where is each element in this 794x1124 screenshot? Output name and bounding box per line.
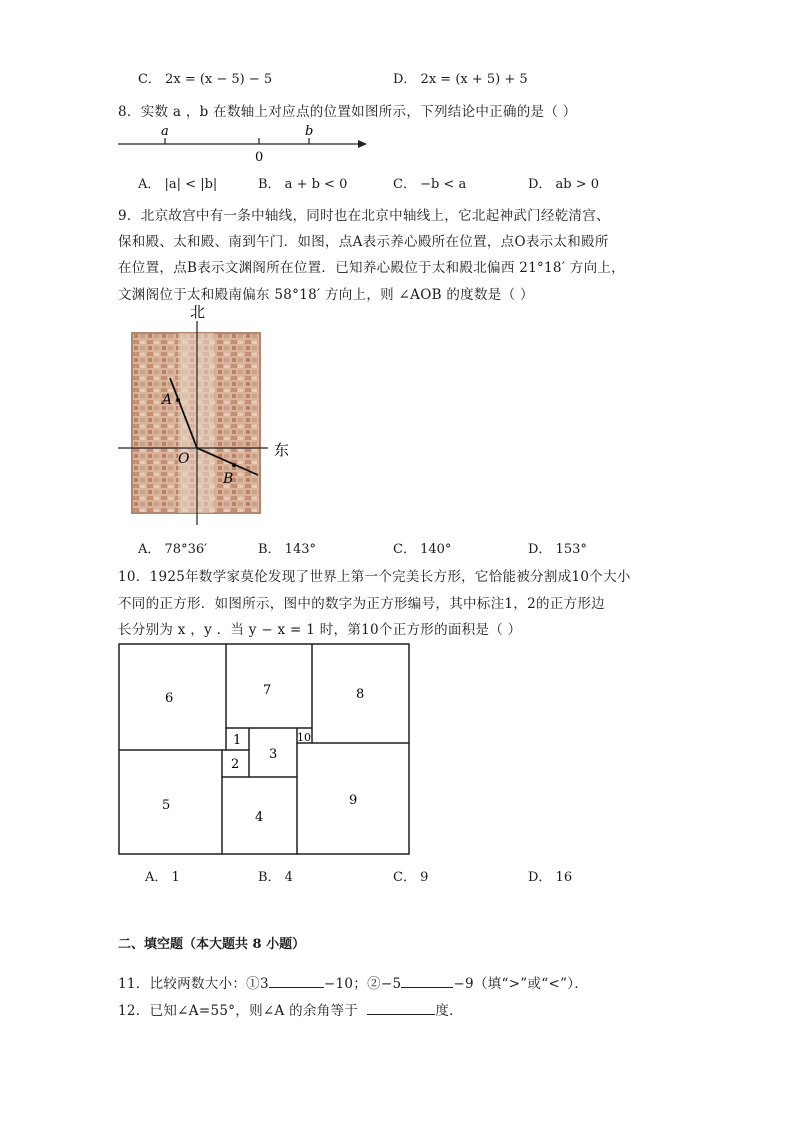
q9-line-3: 在位置，点B表示文渊阁所在位置．已知养心殿位于太和殿北偏西 21°18′ 方向上， <box>118 260 625 276</box>
square-label-1: 1 <box>233 733 242 748</box>
square-label-2: 2 <box>231 757 240 772</box>
q11-part-2: −10；②−5 <box>323 976 402 992</box>
label-a: a <box>161 124 169 139</box>
square-label-5: 5 <box>162 798 171 813</box>
q8-stem: 8．实数 a ，b 在数轴上对应点的位置如图所示，下列结论中正确的是（ ） <box>118 104 577 120</box>
q8-number-line <box>115 120 380 166</box>
section-2-heading: 二、填空题（本大题共 8 小题） <box>118 937 306 952</box>
number-line-arrow <box>358 140 367 148</box>
label-zero: 0 <box>255 150 264 165</box>
q9-line-1: 9．北京故宫中有一条中轴线，同时也在北京中轴线上，它北起神武门经乾清宫、 <box>118 208 610 224</box>
q8-option-c: C． −b < a <box>393 177 467 192</box>
square-label-7: 7 <box>263 683 272 698</box>
point-a <box>176 398 180 402</box>
square-label-9: 9 <box>349 793 358 808</box>
q12-blank[interactable] <box>367 1002 435 1015</box>
q12-part-2: 度． <box>435 1003 463 1019</box>
north-label: 北 <box>190 303 206 321</box>
square-label-10: 10 <box>297 731 311 744</box>
q11-part-1: 11．比较两数大小：①3 <box>118 976 269 992</box>
q7-option-d: D． 2x = (x + 5) + 5 <box>393 72 528 87</box>
q8-option-d: D． ab > 0 <box>528 177 600 192</box>
east-label: 东 <box>274 441 290 459</box>
q10-line-2: 不同的正方形．如图所示，图中的数字为正方形编号，其中标注1，2的正方形边 <box>118 596 605 612</box>
square-5 <box>119 750 222 854</box>
square-label-6: 6 <box>165 691 174 706</box>
q10-perfect-rectangle-figure <box>115 640 415 860</box>
q10-option-d: D． 16 <box>528 870 573 885</box>
q11-part-3: −9（填“>”或“<”）． <box>453 976 589 992</box>
label-point-b: B <box>223 471 234 487</box>
label-b: b <box>305 124 314 139</box>
q7-option-c: C． 2x = (x − 5) − 5 <box>138 72 273 87</box>
q8-option-a: A． |a| < |b| <box>138 177 218 192</box>
square-label-8: 8 <box>356 687 365 702</box>
q9-palace-map-figure <box>118 303 303 528</box>
q11-blank-2[interactable] <box>401 975 453 988</box>
q9-line-4: 文渊阁位于太和殿南偏东 58°18′ 方向上，则 ∠AOB 的度数是（ ） <box>118 287 534 303</box>
q9-option-c: C． 140° <box>393 542 452 557</box>
q12-part-1: 12．已知∠A=55°，则∠A 的余角等于 <box>118 1003 359 1019</box>
q9-line-2: 保和殿、太和殿、南到午门．如图，点A表示养心殿所在位置，点O表示太和殿所 <box>118 234 609 250</box>
label-point-a: A <box>162 392 173 408</box>
outer-rectangle <box>119 644 409 854</box>
q12-question <box>118 999 463 1019</box>
q9-option-b: B． 143° <box>258 542 316 557</box>
q8-option-b: B． a + b < 0 <box>258 177 348 192</box>
q10-option-a: A． 1 <box>145 870 180 885</box>
square-label-4: 4 <box>255 810 264 825</box>
q11-blank-1[interactable] <box>269 975 324 988</box>
q10-line-1: 10．1925年数学家莫伦发现了世界上第一个完美长方形，它恰能被分割成10个大小 <box>118 569 631 585</box>
q11-question <box>118 972 588 992</box>
q9-option-a: A． 78°36′ <box>138 542 208 557</box>
q10-option-b: B． 4 <box>258 870 293 885</box>
square-label-3: 3 <box>269 747 278 762</box>
point-b <box>232 463 236 467</box>
q9-option-d: D． 153° <box>528 542 587 557</box>
q10-line-3: 长分别为 x ，y ．当 y − x = 1 时，第10个正方形的面积是（ ） <box>118 622 522 638</box>
label-point-o: O <box>178 451 190 467</box>
central-axis-strip <box>178 333 214 513</box>
q10-option-c: C． 9 <box>393 870 429 885</box>
